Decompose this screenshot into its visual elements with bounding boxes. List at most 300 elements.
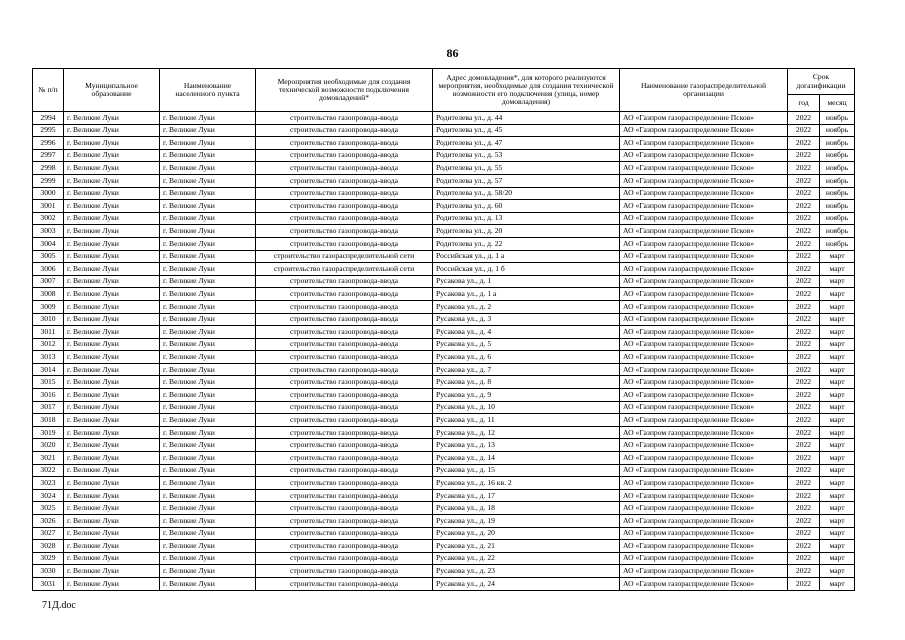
municipality-cell: г. Великие Луки xyxy=(64,200,160,213)
table-row xyxy=(33,326,855,339)
measure-cell: строительство газопровода-ввода xyxy=(256,187,433,200)
organization-cell: АО «Газпром газораспределение Псков» xyxy=(620,187,788,200)
municipality-cell: г. Великие Луки xyxy=(64,351,160,364)
settlement-cell: г. Великие Луки xyxy=(160,502,256,515)
table-row xyxy=(33,149,855,162)
municipality-cell: г. Великие Луки xyxy=(64,552,160,565)
measure-cell: строительство газораспределительной сети xyxy=(256,250,433,263)
year-cell: 2022 xyxy=(788,464,820,477)
year-cell: 2022 xyxy=(788,565,820,578)
municipality-cell: г. Великие Луки xyxy=(64,326,160,339)
month-cell: март xyxy=(820,527,855,540)
table-row xyxy=(33,376,855,389)
gasification-table xyxy=(32,68,855,591)
municipality-cell: г. Великие Луки xyxy=(64,300,160,313)
measure-cell: строительство газопровода-ввода xyxy=(256,275,433,288)
settlement-cell: г. Великие Луки xyxy=(160,288,256,301)
row-number: 3008 xyxy=(33,288,64,301)
settlement-cell: г. Великие Луки xyxy=(160,351,256,364)
row-number: 2999 xyxy=(33,174,64,187)
municipality-cell: г. Великие Луки xyxy=(64,414,160,427)
table-row xyxy=(33,401,855,414)
row-number: 3031 xyxy=(33,577,64,590)
address-cell: Родителева ул., д. 47 xyxy=(433,137,620,150)
address-cell: Русакова ул., д. 19 xyxy=(433,515,620,528)
year-cell: 2022 xyxy=(788,275,820,288)
measure-cell: строительство газопровода-ввода xyxy=(256,376,433,389)
settlement-cell: г. Великие Луки xyxy=(160,389,256,402)
row-number: 3010 xyxy=(33,313,64,326)
month-cell: март xyxy=(820,250,855,263)
month-cell: март xyxy=(820,540,855,553)
table-row xyxy=(33,338,855,351)
month-cell: март xyxy=(820,313,855,326)
organization-cell: АО «Газпром газораспределение Псков» xyxy=(620,174,788,187)
measure-cell: строительство газопровода-ввода xyxy=(256,565,433,578)
month-cell: март xyxy=(820,401,855,414)
settlement-cell: г. Великие Луки xyxy=(160,401,256,414)
table-row xyxy=(33,363,855,376)
year-cell: 2022 xyxy=(788,137,820,150)
organization-cell: АО «Газпром газораспределение Псков» xyxy=(620,477,788,490)
settlement-cell: г. Великие Луки xyxy=(160,174,256,187)
municipality-cell: г. Великие Луки xyxy=(64,250,160,263)
municipality-cell: г. Великие Луки xyxy=(64,389,160,402)
address-cell: Русакова ул., д. 24 xyxy=(433,577,620,590)
organization-cell: АО «Газпром газораспределение Псков» xyxy=(620,225,788,238)
address-cell: Родителева ул., д. 20 xyxy=(433,225,620,238)
address-cell: Родителева ул., д. 60 xyxy=(433,200,620,213)
address-cell: Русакова ул., д. 12 xyxy=(433,426,620,439)
table-row xyxy=(33,275,855,288)
settlement-cell: г. Великие Луки xyxy=(160,439,256,452)
month-cell: март xyxy=(820,326,855,339)
organization-cell: АО «Газпром газораспределение Псков» xyxy=(620,527,788,540)
year-cell: 2022 xyxy=(788,376,820,389)
organization-cell: АО «Газпром газораспределение Псков» xyxy=(620,275,788,288)
month-cell: март xyxy=(820,477,855,490)
address-cell: Российская ул., д. 1 б xyxy=(433,263,620,276)
measure-cell: строительство газопровода-ввода xyxy=(256,212,433,225)
settlement-cell: г. Великие Луки xyxy=(160,250,256,263)
year-cell: 2022 xyxy=(788,489,820,502)
table-row xyxy=(33,300,855,313)
year-cell: 2022 xyxy=(788,477,820,490)
row-number: 3016 xyxy=(33,389,64,402)
year-cell: 2022 xyxy=(788,149,820,162)
page-number: 86 xyxy=(446,46,459,60)
municipality-cell: г. Великие Луки xyxy=(64,275,160,288)
settlement-cell: г. Великие Луки xyxy=(160,326,256,339)
table-row xyxy=(33,212,855,225)
month-cell: март xyxy=(820,414,855,427)
table-row xyxy=(33,124,855,137)
table-row xyxy=(33,477,855,490)
settlement-cell: г. Великие Луки xyxy=(160,577,256,590)
month-cell: март xyxy=(820,502,855,515)
month-cell: ноябрь xyxy=(820,225,855,238)
measure-cell: строительство газопровода-ввода xyxy=(256,225,433,238)
municipality-cell: г. Великие Луки xyxy=(64,288,160,301)
municipality-cell: г. Великие Луки xyxy=(64,477,160,490)
header-year: год xyxy=(788,95,820,112)
month-cell: март xyxy=(820,552,855,565)
table-row xyxy=(33,313,855,326)
organization-cell: АО «Газпром газораспределение Псков» xyxy=(620,313,788,326)
row-number: 3005 xyxy=(33,250,64,263)
table-row xyxy=(33,351,855,364)
organization-cell: АО «Газпром газораспределение Псков» xyxy=(620,515,788,528)
year-cell: 2022 xyxy=(788,363,820,376)
municipality-cell: г. Великие Луки xyxy=(64,149,160,162)
month-cell: ноябрь xyxy=(820,212,855,225)
header-num: № п/п xyxy=(33,69,64,112)
table-row xyxy=(33,389,855,402)
year-cell: 2022 xyxy=(788,212,820,225)
measure-cell: строительство газопровода-ввода xyxy=(256,338,433,351)
year-cell: 2022 xyxy=(788,124,820,137)
measure-cell: строительство газопровода-ввода xyxy=(256,502,433,515)
month-cell: ноябрь xyxy=(820,187,855,200)
organization-cell: АО «Газпром газораспределение Псков» xyxy=(620,112,788,125)
month-cell: март xyxy=(820,515,855,528)
settlement-cell: г. Великие Луки xyxy=(160,237,256,250)
year-cell: 2022 xyxy=(788,300,820,313)
table-row xyxy=(33,577,855,590)
municipality-cell: г. Великие Луки xyxy=(64,489,160,502)
municipality-cell: г. Великие Луки xyxy=(64,515,160,528)
table-row xyxy=(33,288,855,301)
organization-cell: АО «Газпром газораспределение Псков» xyxy=(620,401,788,414)
month-cell: ноябрь xyxy=(820,149,855,162)
settlement-cell: г. Великие Луки xyxy=(160,200,256,213)
organization-cell: АО «Газпром газораспределение Псков» xyxy=(620,300,788,313)
month-cell: март xyxy=(820,426,855,439)
measure-cell: строительство газопровода-ввода xyxy=(256,174,433,187)
measure-cell: строительство газопровода-ввода xyxy=(256,452,433,465)
year-cell: 2022 xyxy=(788,552,820,565)
year-cell: 2022 xyxy=(788,200,820,213)
address-cell: Русакова ул., д. 15 xyxy=(433,464,620,477)
municipality-cell: г. Великие Луки xyxy=(64,540,160,553)
settlement-cell: г. Великие Луки xyxy=(160,477,256,490)
month-cell: март xyxy=(820,363,855,376)
year-cell: 2022 xyxy=(788,452,820,465)
measure-cell: строительство газопровода-ввода xyxy=(256,389,433,402)
address-cell: Родителева ул., д. 44 xyxy=(433,112,620,125)
organization-cell: АО «Газпром газораспределение Псков» xyxy=(620,540,788,553)
table-row xyxy=(33,540,855,553)
settlement-cell: г. Великие Луки xyxy=(160,124,256,137)
measure-cell: строительство газопровода-ввода xyxy=(256,477,433,490)
row-number: 3017 xyxy=(33,401,64,414)
address-cell: Русакова ул., д. 6 xyxy=(433,351,620,364)
address-cell: Русакова ул., д. 21 xyxy=(433,540,620,553)
month-cell: ноябрь xyxy=(820,200,855,213)
year-cell: 2022 xyxy=(788,502,820,515)
year-cell: 2022 xyxy=(788,112,820,125)
organization-cell: АО «Газпром газораспределение Псков» xyxy=(620,338,788,351)
row-number: 3027 xyxy=(33,527,64,540)
row-number: 3001 xyxy=(33,200,64,213)
table-row xyxy=(33,452,855,465)
row-number: 3029 xyxy=(33,552,64,565)
month-cell: ноябрь xyxy=(820,162,855,175)
address-cell: Русакова ул., д. 20 xyxy=(433,527,620,540)
settlement-cell: г. Великие Луки xyxy=(160,363,256,376)
row-number: 3022 xyxy=(33,464,64,477)
month-cell: март xyxy=(820,275,855,288)
settlement-cell: г. Великие Луки xyxy=(160,300,256,313)
year-cell: 2022 xyxy=(788,263,820,276)
measure-cell: строительство газопровода-ввода xyxy=(256,300,433,313)
address-cell: Родителева ул., д. 57 xyxy=(433,174,620,187)
month-cell: март xyxy=(820,351,855,364)
year-cell: 2022 xyxy=(788,237,820,250)
measure-cell: строительство газопровода-ввода xyxy=(256,439,433,452)
month-cell: ноябрь xyxy=(820,124,855,137)
year-cell: 2022 xyxy=(788,426,820,439)
organization-cell: АО «Газпром газораспределение Псков» xyxy=(620,552,788,565)
municipality-cell: г. Великие Луки xyxy=(64,313,160,326)
municipality-cell: г. Великие Луки xyxy=(64,124,160,137)
organization-cell: АО «Газпром газораспределение Псков» xyxy=(620,565,788,578)
settlement-cell: г. Великие Луки xyxy=(160,112,256,125)
address-cell: Русакова ул., д. 23 xyxy=(433,565,620,578)
settlement-cell: г. Великие Луки xyxy=(160,225,256,238)
table-row xyxy=(33,162,855,175)
settlement-cell: г. Великие Луки xyxy=(160,489,256,502)
row-number: 3009 xyxy=(33,300,64,313)
settlement-cell: г. Великие Луки xyxy=(160,426,256,439)
year-cell: 2022 xyxy=(788,527,820,540)
row-number: 3004 xyxy=(33,237,64,250)
row-number: 2997 xyxy=(33,149,64,162)
measure-cell: строительство газопровода-ввода xyxy=(256,540,433,553)
row-number: 2995 xyxy=(33,124,64,137)
organization-cell: АО «Газпром газораспределение Псков» xyxy=(620,351,788,364)
table-row xyxy=(33,515,855,528)
month-cell: март xyxy=(820,489,855,502)
address-cell: Русакова ул., д. 9 xyxy=(433,389,620,402)
measure-cell: строительство газопровода-ввода xyxy=(256,124,433,137)
municipality-cell: г. Великие Луки xyxy=(64,439,160,452)
organization-cell: АО «Газпром газораспределение Псков» xyxy=(620,414,788,427)
row-number: 3023 xyxy=(33,477,64,490)
row-number: 3015 xyxy=(33,376,64,389)
settlement-cell: г. Великие Луки xyxy=(160,540,256,553)
measure-cell: строительство газопровода-ввода xyxy=(256,489,433,502)
table-row xyxy=(33,174,855,187)
table-row xyxy=(33,250,855,263)
settlement-cell: г. Великие Луки xyxy=(160,452,256,465)
measure-cell: строительство газопровода-ввода xyxy=(256,527,433,540)
measure-cell: строительство газопровода-ввода xyxy=(256,149,433,162)
measure-cell: строительство газопровода-ввода xyxy=(256,401,433,414)
row-number: 3028 xyxy=(33,540,64,553)
organization-cell: АО «Газпром газораспределение Псков» xyxy=(620,162,788,175)
settlement-cell: г. Великие Луки xyxy=(160,527,256,540)
year-cell: 2022 xyxy=(788,439,820,452)
measure-cell: строительство газопровода-ввода xyxy=(256,137,433,150)
municipality-cell: г. Великие Луки xyxy=(64,527,160,540)
month-cell: март xyxy=(820,577,855,590)
organization-cell: АО «Газпром газораспределение Псков» xyxy=(620,577,788,590)
year-cell: 2022 xyxy=(788,326,820,339)
row-number: 3018 xyxy=(33,414,64,427)
year-cell: 2022 xyxy=(788,313,820,326)
settlement-cell: г. Великие Луки xyxy=(160,565,256,578)
organization-cell: АО «Газпром газораспределение Псков» xyxy=(620,137,788,150)
table-row xyxy=(33,414,855,427)
address-cell: Русакова ул., д. 1 xyxy=(433,275,620,288)
row-number: 2998 xyxy=(33,162,64,175)
organization-cell: АО «Газпром газораспределение Псков» xyxy=(620,489,788,502)
address-cell: Русакова ул., д. 7 xyxy=(433,363,620,376)
year-cell: 2022 xyxy=(788,187,820,200)
measure-cell: строительство газопровода-ввода xyxy=(256,162,433,175)
municipality-cell: г. Великие Луки xyxy=(64,426,160,439)
settlement-cell: г. Великие Луки xyxy=(160,515,256,528)
municipality-cell: г. Великие Луки xyxy=(64,162,160,175)
address-cell: Родителева ул., д. 45 xyxy=(433,124,620,137)
municipality-cell: г. Великие Луки xyxy=(64,401,160,414)
municipality-cell: г. Великие Луки xyxy=(64,137,160,150)
year-cell: 2022 xyxy=(788,162,820,175)
settlement-cell: г. Великие Луки xyxy=(160,464,256,477)
header-address: Адрес домовладения*, для которого реализуются мероприятия, необходимые для создания технической возможности его подключения (улица, номер домовладения) xyxy=(433,69,620,112)
row-number: 3021 xyxy=(33,452,64,465)
row-number: 3011 xyxy=(33,326,64,339)
table-row xyxy=(33,263,855,276)
address-cell: Русакова ул., д. 17 xyxy=(433,489,620,502)
organization-cell: АО «Газпром газораспределение Псков» xyxy=(620,124,788,137)
year-cell: 2022 xyxy=(788,577,820,590)
table-row xyxy=(33,464,855,477)
settlement-cell: г. Великие Луки xyxy=(160,275,256,288)
footer-filename: 71Д.doc xyxy=(42,600,76,611)
municipality-cell: г. Великие Луки xyxy=(64,565,160,578)
address-cell: Русакова ул., д. 14 xyxy=(433,452,620,465)
municipality-cell: г. Великие Луки xyxy=(64,225,160,238)
year-cell: 2022 xyxy=(788,540,820,553)
month-cell: март xyxy=(820,376,855,389)
organization-cell: АО «Газпром газораспределение Псков» xyxy=(620,376,788,389)
row-number: 3026 xyxy=(33,515,64,528)
settlement-cell: г. Великие Луки xyxy=(160,338,256,351)
address-cell: Родителева ул., д. 53 xyxy=(433,149,620,162)
month-cell: март xyxy=(820,452,855,465)
address-cell: Русакова ул., д. 16 кв. 2 xyxy=(433,477,620,490)
settlement-cell: г. Великие Луки xyxy=(160,263,256,276)
table-row xyxy=(33,439,855,452)
measure-cell: строительство газопровода-ввода xyxy=(256,577,433,590)
address-cell: Русакова ул., д. 3 xyxy=(433,313,620,326)
organization-cell: АО «Газпром газораспределение Псков» xyxy=(620,389,788,402)
measure-cell: строительство газопровода-ввода xyxy=(256,552,433,565)
table-row xyxy=(33,225,855,238)
year-cell: 2022 xyxy=(788,515,820,528)
row-number: 3007 xyxy=(33,275,64,288)
settlement-cell: г. Великие Луки xyxy=(160,162,256,175)
settlement-cell: г. Великие Луки xyxy=(160,313,256,326)
measure-cell: строительство газопровода-ввода xyxy=(256,515,433,528)
municipality-cell: г. Великие Луки xyxy=(64,112,160,125)
year-cell: 2022 xyxy=(788,414,820,427)
measure-cell: строительство газопровода-ввода xyxy=(256,313,433,326)
year-cell: 2022 xyxy=(788,288,820,301)
measure-cell: строительство газопровода-ввода xyxy=(256,351,433,364)
settlement-cell: г. Великие Луки xyxy=(160,187,256,200)
organization-cell: АО «Газпром газораспределение Псков» xyxy=(620,212,788,225)
settlement-cell: г. Великие Луки xyxy=(160,212,256,225)
settlement-cell: г. Великие Луки xyxy=(160,414,256,427)
measure-cell: строительство газопровода-ввода xyxy=(256,426,433,439)
year-cell: 2022 xyxy=(788,338,820,351)
month-cell: март xyxy=(820,565,855,578)
settlement-cell: г. Великие Луки xyxy=(160,376,256,389)
address-cell: Родителева ул., д. 22 xyxy=(433,237,620,250)
year-cell: 2022 xyxy=(788,401,820,414)
address-cell: Русакова ул., д. 2 xyxy=(433,300,620,313)
month-cell: ноябрь xyxy=(820,174,855,187)
measure-cell: строительство газопровода-ввода xyxy=(256,288,433,301)
month-cell: март xyxy=(820,439,855,452)
table-row xyxy=(33,527,855,540)
municipality-cell: г. Великие Луки xyxy=(64,174,160,187)
month-cell: март xyxy=(820,263,855,276)
settlement-cell: г. Великие Луки xyxy=(160,137,256,150)
municipality-cell: г. Великие Луки xyxy=(64,577,160,590)
table-row xyxy=(33,502,855,515)
row-number: 3000 xyxy=(33,187,64,200)
header-organization: Наименование газораспределительной организации xyxy=(620,69,788,112)
row-number: 3006 xyxy=(33,263,64,276)
measure-cell: строительство газопровода-ввода xyxy=(256,363,433,376)
row-number: 3003 xyxy=(33,225,64,238)
address-cell: Русакова ул., д. 1 а xyxy=(433,288,620,301)
measure-cell: строительство газораспределительной сети xyxy=(256,263,433,276)
municipality-cell: г. Великие Луки xyxy=(64,502,160,515)
table-row xyxy=(33,565,855,578)
year-cell: 2022 xyxy=(788,389,820,402)
row-number: 3013 xyxy=(33,351,64,364)
row-number: 2994 xyxy=(33,112,64,125)
municipality-cell: г. Великие Луки xyxy=(64,212,160,225)
municipality-cell: г. Великие Луки xyxy=(64,376,160,389)
settlement-cell: г. Великие Луки xyxy=(160,149,256,162)
measure-cell: строительство газопровода-ввода xyxy=(256,200,433,213)
organization-cell: АО «Газпром газораспределение Псков» xyxy=(620,237,788,250)
organization-cell: АО «Газпром газораспределение Псков» xyxy=(620,426,788,439)
row-number: 3012 xyxy=(33,338,64,351)
municipality-cell: г. Великие Луки xyxy=(64,237,160,250)
municipality-cell: г. Великие Луки xyxy=(64,338,160,351)
settlement-cell: г. Великие Луки xyxy=(160,552,256,565)
municipality-cell: г. Великие Луки xyxy=(64,263,160,276)
year-cell: 2022 xyxy=(788,225,820,238)
row-number: 3019 xyxy=(33,426,64,439)
address-cell: Российская ул., д. 1 а xyxy=(433,250,620,263)
address-cell: Русакова ул., д. 8 xyxy=(433,376,620,389)
month-cell: март xyxy=(820,288,855,301)
organization-cell: АО «Газпром газораспределение Псков» xyxy=(620,149,788,162)
organization-cell: АО «Газпром газораспределение Псков» xyxy=(620,250,788,263)
measure-cell: строительство газопровода-ввода xyxy=(256,464,433,477)
organization-cell: АО «Газпром газораспределение Псков» xyxy=(620,464,788,477)
address-cell: Родителева ул., д. 13 xyxy=(433,212,620,225)
measure-cell: строительство газопровода-ввода xyxy=(256,112,433,125)
